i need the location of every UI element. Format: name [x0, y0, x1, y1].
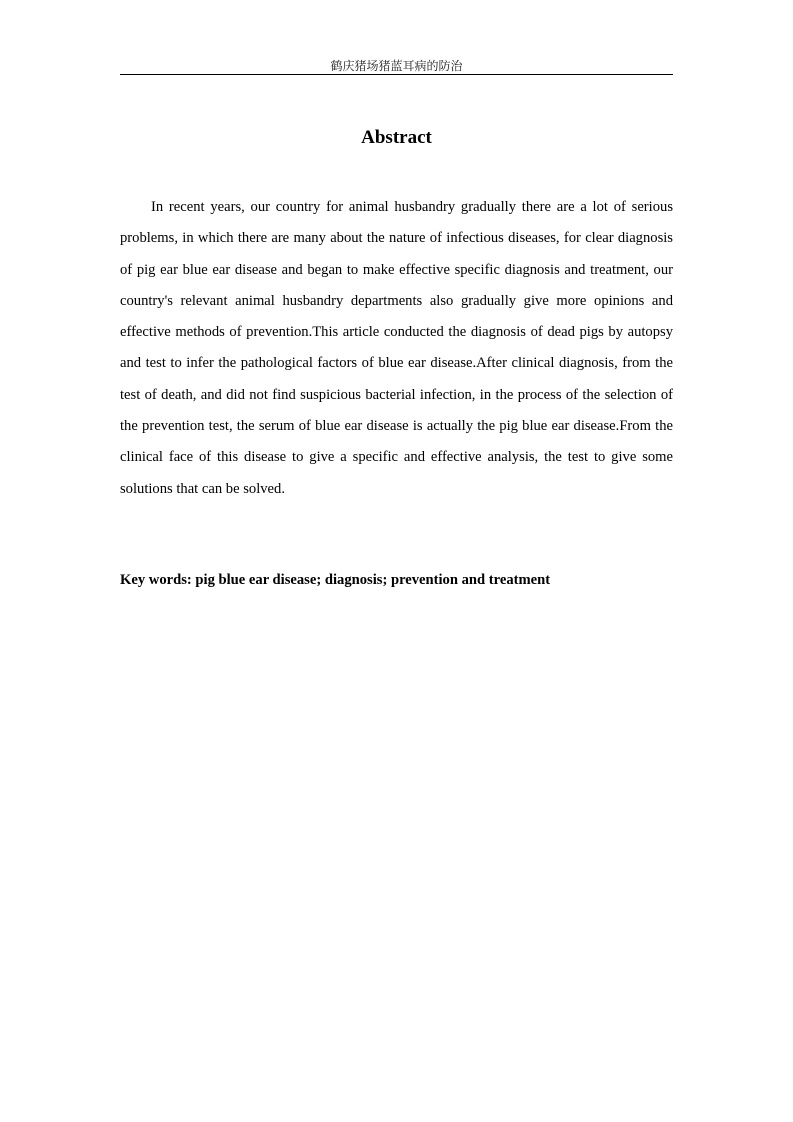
keywords-line: Key words: pig blue ear disease; diagnosis; prevention and treatment — [120, 572, 551, 588]
abstract-paragraph: In recent years, our country for animal husbandry gradually there are a lot of serious problems, in which there are many about the nature of infectious diseases, for clear diagnosis of pig ear blue ear disease and began to make effective specific diagnosis and treatment, our country's relevant animal husbandry departments also gradually give more opinions and effective methods of prevention.This article conducted the diagnosis of dead pigs by autopsy and test to infer the pathological factors of blue ear disease.After clinical diagnosis, from the test of death, and did not find suspicious bacterial infection, in the process of the selection of the prevention test, the serum of blue ear disease is actually the pig blue ear disease.From the clinical face of this disease to give a specific and effective analysis, the test to give some solutions that can be solved. — [120, 199, 673, 497]
abstract-title: Abstract — [361, 127, 432, 148]
header-divider — [120, 74, 673, 75]
running-header: 鹤庆猪场猪蓝耳病的防治 — [330, 59, 463, 73]
